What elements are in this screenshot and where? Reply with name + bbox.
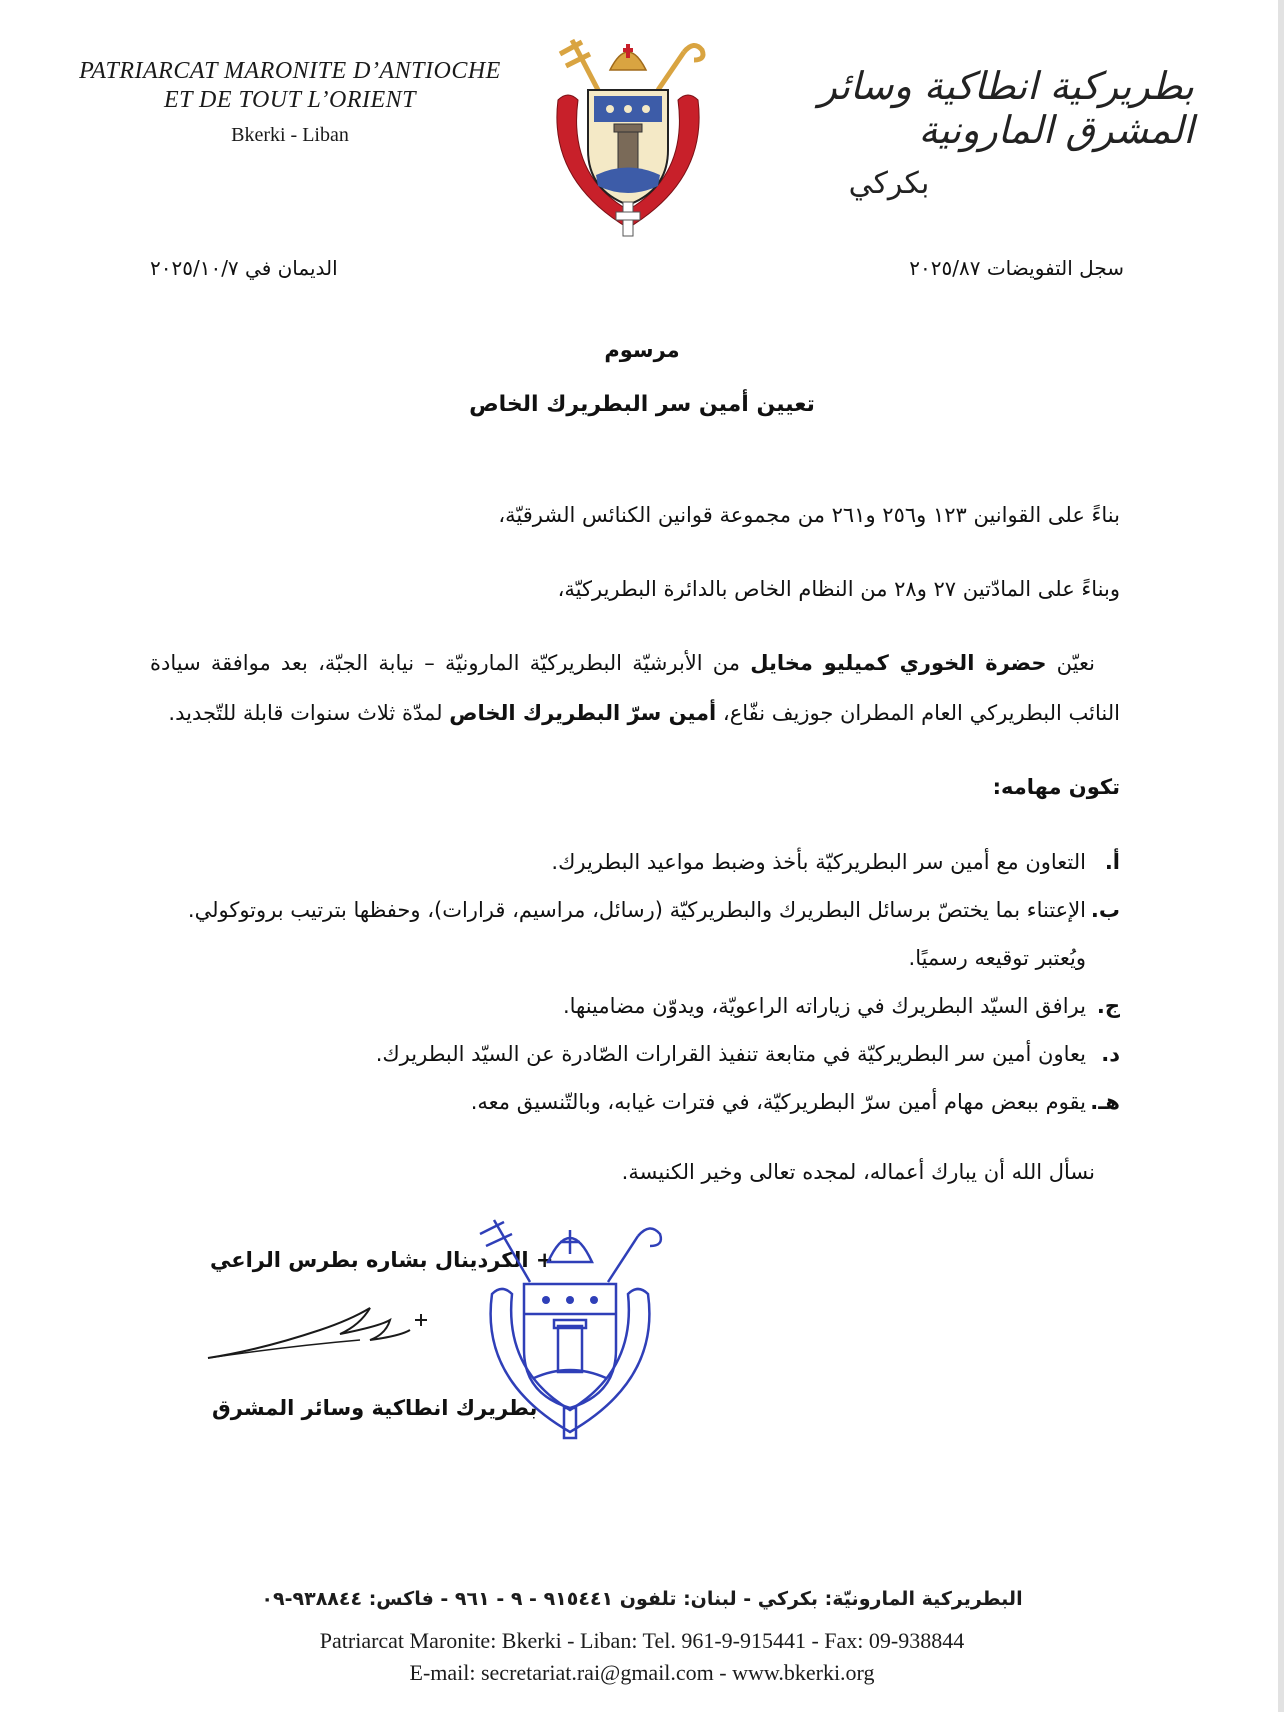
- header-fr-line1: PATRIARCAT MARONITE D’ANTIOCHE: [79, 58, 501, 84]
- handwritten-signature: [200, 1290, 470, 1390]
- document-date: الديمان في ٢٠٢٥/١٠/٧: [150, 256, 338, 280]
- task-text: يرافق السيّد البطريرك في زياراته الراعويّة، ويدوّن مضامينها.: [562, 994, 1086, 1018]
- tasks-list: [150, 838, 1120, 1126]
- task-marker: ب.: [1090, 898, 1120, 922]
- header-ar-line2: بكركي: [848, 166, 930, 201]
- task-text: يعاون أمين سر البطريركيّة في متابعة تنفيذ القرارات الصّادرة عن السيّد البطريرك.: [375, 1042, 1086, 1066]
- header-fr-line2: ET DE TOUT L’ORIENT: [163, 87, 416, 113]
- footer-arabic-contact: البطريركية المارونيّة: بكركي - لبنان: تلفون ٩١٥٤٤١ - ٩ - ٩٦١ - فاكس: ٩٣٨٨٤٤-٠٩: [261, 1588, 1023, 1610]
- task-text: يقوم ببعض مهام أمين سرّ البطريركيّة، في فترات غيابه، وبالتّنسيق معه.: [470, 1090, 1086, 1114]
- signatory-title: بطريرك انطاكية وسائر المشرق: [212, 1396, 538, 1420]
- paragraph-appointment: [150, 638, 1120, 738]
- document-kind: مرسوم: [604, 338, 680, 362]
- appointment-verb: نعيّن: [1046, 651, 1095, 675]
- appointment-term: لمدّة ثلاث سنوات قابلة للتّجديد.: [168, 701, 450, 725]
- paragraph-articles: وبناءً على المادّتين ٢٧ و٢٨ من النظام الخاص بالدائرة البطريركيّة،: [557, 577, 1120, 601]
- footer-french-contact: Patriarcat Maronite: Bkerki - Liban: Tel. 961-9-915441 - Fax: 09-938844: [319, 1628, 965, 1653]
- appointment-details: من الأبرشيّة البطريركيّة المارونيّة – نيابة الجبّة، بعد موافقة سيادة النائب البطريركي العام المطران جوزيف نفّاع،: [150, 651, 1120, 725]
- header-fr-location: Bkerki - Liban: [231, 124, 349, 146]
- header-french: [40, 58, 540, 147]
- task-item: [150, 1030, 1120, 1078]
- page-edge: [1278, 0, 1284, 1712]
- task-item: [150, 886, 1120, 982]
- register-number: سجل التفويضات ٢٠٢٥/٨٧: [909, 256, 1124, 280]
- appointee-name: حضرة الخوري كميليو مخايل: [750, 651, 1047, 675]
- signatory-name: + الكردينال بشاره بطرس الراعي: [210, 1248, 554, 1272]
- closing-blessing: نسأل الله أن يبارك أعماله، لمجده تعالى وخير الكنيسة.: [621, 1160, 1095, 1184]
- task-marker: ج.: [1096, 994, 1120, 1018]
- task-marker: هـ.: [1090, 1090, 1120, 1114]
- task-item: [150, 838, 1120, 886]
- task-text: الإعتناء بما يختصّ برسائل البطريرك والبطريركيّة (رسائل، مراسيم، قرارات)، وحفظها بترتيب بروتوكولي. ويُعتبر توقيعه رسميًا.: [187, 898, 1086, 970]
- footer-email-website: E-mail: secretariat.rai@gmail.com - www.bkerki.org: [409, 1660, 875, 1685]
- paragraph-canons: بناءً على القوانين ١٢٣ و٢٥٦ و٢٦١ من مجموعة قوانين الكنائس الشرقيّة،: [498, 503, 1120, 527]
- appointment-position: أمين سرّ البطريرك الخاص: [449, 701, 717, 725]
- tasks-heading: تكون مهامه:: [992, 775, 1120, 799]
- task-item: [150, 982, 1120, 1030]
- header-arabic: [734, 64, 1194, 201]
- task-marker: د.: [1101, 1042, 1120, 1066]
- patriarchal-emblem: [538, 30, 718, 240]
- header-ar-line1: بطريركية انطاكية وسائر المشرق المارونية: [818, 64, 1194, 152]
- task-item: [150, 1078, 1120, 1126]
- task-text: التعاون مع أمين سر البطريركيّة بأخذ وضبط مواعيد البطريرك.: [551, 850, 1086, 874]
- task-marker: أ.: [1104, 850, 1120, 874]
- document-subject: تعيين أمين سر البطريرك الخاص: [469, 392, 815, 417]
